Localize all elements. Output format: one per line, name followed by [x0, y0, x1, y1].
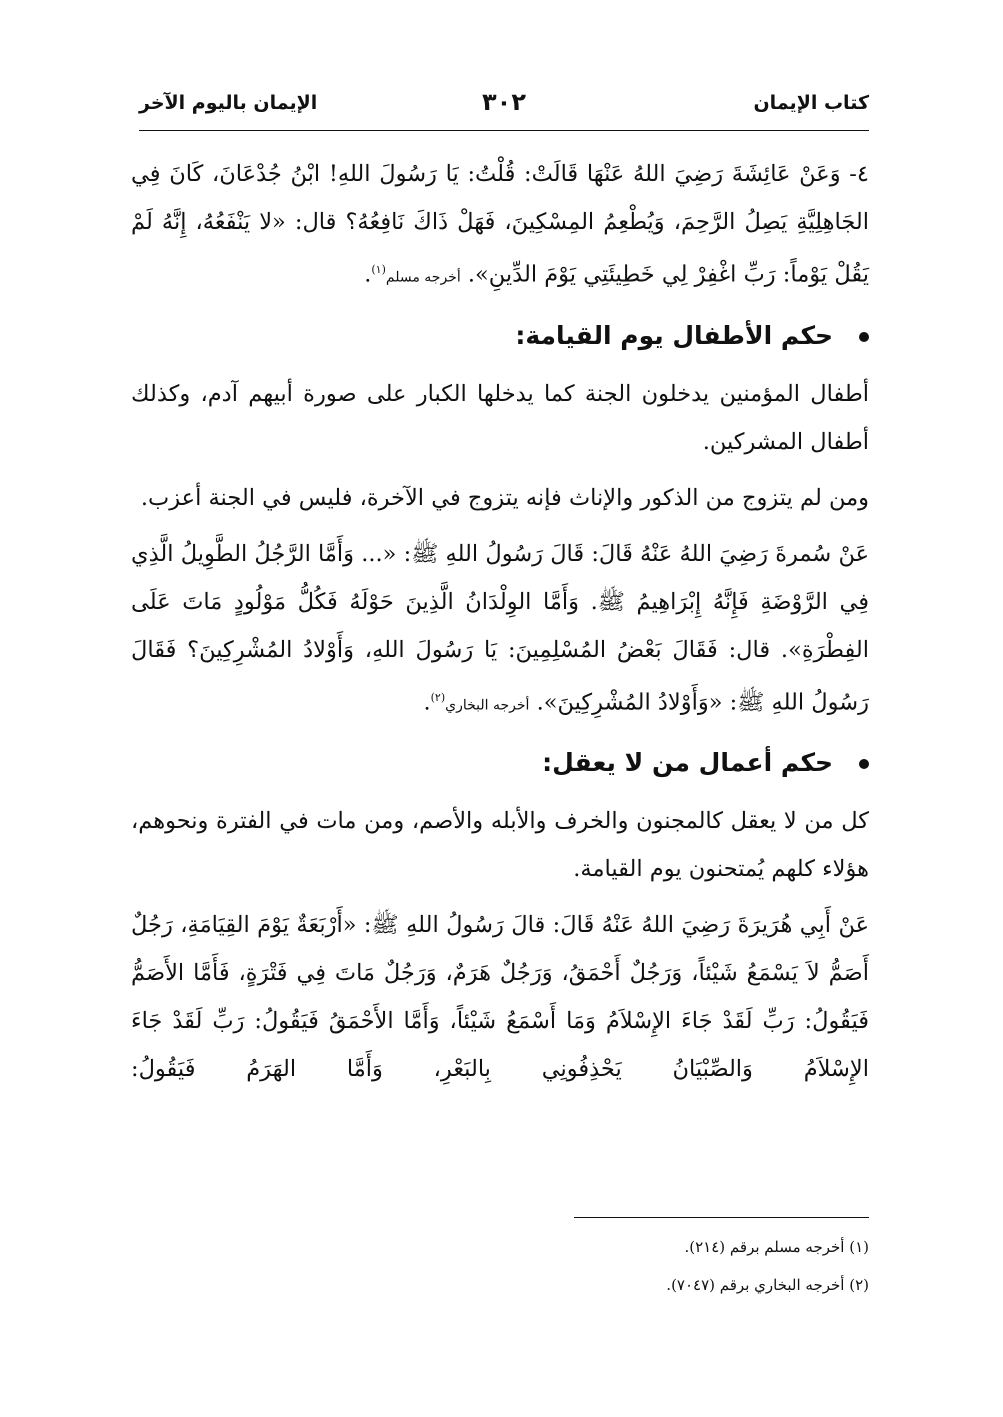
paragraph-children-1: أطفال المؤمنين يدخلون الجنة كما يدخلها الكبار على صورة أبيهم آدم، وكذلك أطفال المشركين. — [131, 380, 869, 455]
footnotes — [369, 1228, 869, 1304]
section-heading-insane-text: حكم أعمال من لا يعقل: — [542, 748, 833, 777]
hadith-4-text: ٤- وَعَنْ عَائِشَةَ رَضِيَ اللهُ عَنْهَا قَالَتْ: قُلْتُ: يَا رَسُولَ اللهِ! ابْنُ جُدْعَانَ، كَانَ فِي الجَاهِلِيَّةِ يَصِلُ الرَّحِمَ، وَيُطْعِمُ المِسْكِينَ، فَهَلْ ذَاكَ نَافِعُهُ؟ قال: «لا يَنْفَعُهُ، إِنَّهُ لَمْ يَقُلْ يَوْماً: رَبِّ اغْفِرْ لِي خَطِيئَتِي يَوْمَ الدِّينِ». — [131, 161, 869, 288]
footnote-ref-2: (٢) — [430, 690, 446, 704]
chapter-title: الإيمان باليوم الآخر — [139, 92, 318, 114]
footnote-2: (٢) أخرجه البخاري برقم (٧٠٤٧). — [666, 1276, 869, 1294]
hadith-abu-hurayra: عَنْ أَبِي هُرَيرَةَ رَضِيَ اللهُ عَنْهُ قَالَ: قالَ رَسُولُ اللهِ ﷺ: «أَرْبَعَةٌ يَوْمَ القِيَامَةِ، رَجُلٌ أَصَمُّ لاَ يَسْمَعُ شَيْئاً، وَرَجُلٌ أَحْمَقُ، وَرَجُلٌ هَرَمٌ، وَرَجُلٌ مَاتَ فِي فَتْرَةٍ، فَأَمَّا الأَصَمُّ فَيَقُولُ: رَبِّ لَقَدْ جَاءَ الإِسْلاَمُ وَمَا أَسْمَعُ شَيْئاً، وَأَمَّا الأَحْمَقُ فَيَقُولُ: رَبِّ لَقَدْ جَاءَ الإِسْلاَمُ وَالصِّبْيَانُ يَحْذِفُونِي بِالبَعْرِ، وَأَمَّا الهَرَمُ فَيَقُولُ: — [131, 912, 869, 1082]
footnote-ref-1: (١) — [371, 263, 386, 276]
paragraph-insane-1: كل من لا يعقل كالمجنون والخرف والأبله والأصم، ومن مات في الفترة ونحوهم، هؤلاء كلهم يُمتحنون يوم القيامة. — [131, 808, 869, 882]
section-heading-children-text: حكم الأطفال يوم القيامة: — [515, 320, 833, 350]
bullet-icon — [859, 759, 869, 769]
hadith-4: ٤- وَعَنْ عَائِشَةَ رَضِيَ اللهُ عَنْهَا قَالَتْ: قُلْتُ: يَا رَسُولَ اللهِ! ابْنُ جُدْعَانَ، كَانَ فِي الجَاهِلِيَّةِ يَصِلُ الرَّحِمَ، وَيُطْعِمُ المِسْكِينَ، فَهَلْ ذَاكَ نَافِعُهُ؟ قال: «لا يَنْفَعُهُ، إِنَّهُ لَمْ يَقُلْ يَوْماً: رَبِّ اغْفِرْ لِي خَطِيئَتِي يَوْمَ الدِّينِ». أخرجه مسلم$^{(١)}$. — [131, 161, 869, 288]
hadith-4-source: أخرجه مسلم — [385, 269, 461, 286]
footnote-1: (١) أخرجه مسلم برقم (٢١٤). — [684, 1238, 869, 1256]
bullet-icon — [859, 332, 869, 342]
hadith-samura-text: عَنْ سُمرةَ رَضِيَ اللهُ عَنْهُ قَالَ: قَالَ رَسُولُ اللهِ ﷺ: «... وَأَمَّا الرَّجُلُ الطَّوِيلُ الَّذِي فِي الرَّوْضَةِ فَإِنَّهُ إِبْرَاهِيمُ ﷺ. وَأَمَّا الوِلْدَانُ الَّذِينَ حَوْلَهُ فَكُلُّ مَوْلُودٍ مَاتَ عَلَى الفِطْرَةِ». قال: فَقَالَ بَعْضُ المُسْلِمِينَ: يَا رَسُولَ اللهِ، وَأَوْلادُ المُشْرِكِينَ؟ فَقَالَ رَسُولُ اللهِ ﷺ: «وَأَوْلادُ المُشْرِكِينَ». — [131, 540, 869, 715]
page-body — [131, 150, 869, 1093]
page-number: ٣٠٢ — [482, 88, 526, 116]
section-heading-insane — [131, 743, 869, 783]
header-rule — [139, 130, 869, 131]
section-heading-children — [131, 316, 869, 356]
running-header — [139, 88, 869, 126]
footnote-rule — [574, 1217, 869, 1218]
hadith-samura: عَنْ سُمرةَ رَضِيَ اللهُ عَنْهُ قَالَ: قَالَ رَسُولُ اللهِ ﷺ: «... وَأَمَّا الرَّجُلُ الطَّوِيلُ الَّذِي فِي الرَّوْضَةِ فَإِنَّهُ إِبْرَاهِيمُ ﷺ. وَأَمَّا الوِلْدَانُ الَّذِينَ حَوْلَهُ فَكُلُّ مَوْلُودٍ مَاتَ عَلَى الفِطْرَةِ». قال: فَقَالَ بَعْضُ المُسْلِمِينَ: يَا رَسُولَ اللهِ، وَأَوْلادُ المُشْرِكِينَ؟ فَقَالَ رَسُولُ اللهِ ﷺ: «وَأَوْلادُ المُشْرِكِينَ». أخرجه البخاري$^{(٢)}$. — [131, 540, 869, 715]
paragraph-children-2: ومن لم يتزوج من الذكور والإناث فإنه يتزوج في الآخرة، فليس في الجنة أعزب. — [140, 484, 869, 511]
book-title: كتاب الإيمان — [753, 92, 869, 114]
hadith-samura-source: أخرجه البخاري — [445, 697, 530, 713]
